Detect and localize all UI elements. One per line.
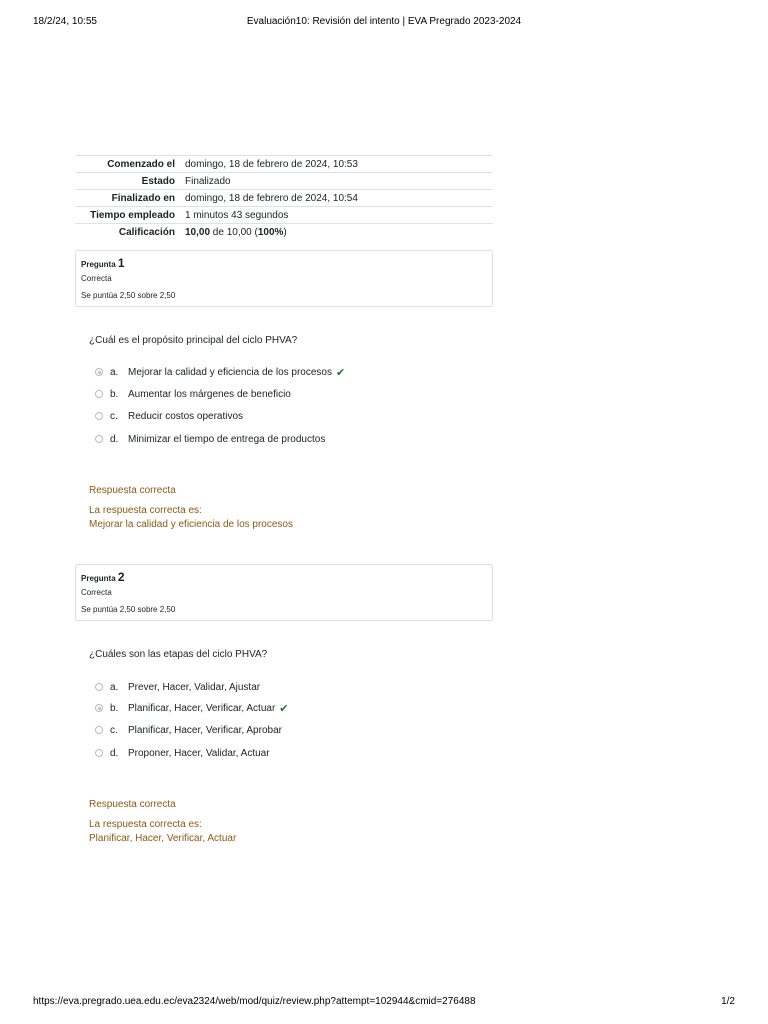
- option-text: Minimizar el tiempo de entrega de productos: [128, 433, 326, 445]
- option-letter: b.: [110, 702, 119, 714]
- feedback-intro: La respuesta correcta es:: [89, 819, 202, 830]
- radio-icon[interactable]: [95, 435, 103, 443]
- radio-icon[interactable]: [95, 412, 103, 420]
- grade-percent: 100%: [257, 226, 284, 238]
- option-letter: a.: [110, 366, 119, 378]
- question-text-2: ¿Cuáles son las etapas del ciclo PHVA?: [89, 649, 268, 660]
- radio-icon[interactable]: [95, 704, 103, 712]
- option-text: Planificar, Hacer, Verificar, Actuar: [128, 702, 276, 714]
- option-letter: b.: [110, 388, 119, 400]
- summary-row-state: [75, 173, 493, 190]
- feedback-intro: La respuesta correcta es:: [89, 505, 202, 516]
- answer-option-2c[interactable]: [95, 723, 282, 737]
- answer-option-1d[interactable]: [95, 432, 325, 446]
- option-letter: d.: [110, 433, 119, 445]
- answer-option-1c[interactable]: [95, 409, 243, 423]
- option-text: Mejorar la calidad y eficiencia de los procesos: [128, 366, 332, 378]
- question-number-value: 1: [117, 256, 125, 270]
- print-title: Evaluación10: Revisión del intento | EVA Pregrado 2023-2024: [246, 16, 522, 27]
- summary-value: [185, 224, 493, 241]
- print-url[interactable]: https://eva.pregrado.uea.edu.ec/eva2324/web/mod/quiz/review.php?attempt=102944&cmid=276488: [33, 996, 476, 1007]
- option-text: Prever, Hacer, Validar, Ajustar: [128, 681, 261, 693]
- question-text-1: ¿Cuál es el propósito principal del ciclo PHVA?: [89, 335, 298, 346]
- radio-icon[interactable]: [95, 368, 103, 376]
- summary-label: Finalizado en: [111, 192, 175, 204]
- grade-close: ): [283, 226, 287, 238]
- answer-option-1b[interactable]: [95, 387, 291, 401]
- radio-icon[interactable]: [95, 749, 103, 757]
- option-text: Proponer, Hacer, Validar, Actuar: [128, 747, 270, 759]
- attempt-summary-table: [75, 155, 493, 240]
- summary-label: Comenzado el: [107, 158, 175, 170]
- summary-row-grade: [75, 224, 493, 241]
- question-info-1: [75, 250, 493, 307]
- print-footer: [33, 996, 735, 1010]
- feedback-status: Respuesta correcta: [89, 799, 176, 810]
- summary-label: Calificación: [118, 226, 175, 238]
- answer-option-2a[interactable]: [95, 680, 260, 694]
- grade-rest: de 10,00 (: [210, 226, 258, 238]
- feedback-answer: Mejorar la calidad y eficiencia de los procesos: [89, 519, 293, 530]
- feedback-2: [89, 798, 236, 846]
- option-letter: d.: [110, 747, 119, 759]
- question-grade: Se puntúa 2,50 sobre 2,50: [81, 605, 176, 614]
- summary-value: domingo, 18 de febrero de 2024, 10:54: [185, 192, 358, 204]
- option-letter: a.: [110, 681, 119, 693]
- answer-option-1a[interactable]: [95, 365, 345, 379]
- check-icon: ✔: [279, 702, 289, 715]
- summary-label: Tiempo empleado: [90, 209, 175, 221]
- option-letter: c.: [110, 410, 118, 422]
- feedback-answer: Planificar, Hacer, Verificar, Actuar: [89, 833, 237, 844]
- question-number: [81, 570, 125, 584]
- question-label: Pregunta: [81, 260, 118, 269]
- answer-option-2d[interactable]: [95, 746, 270, 760]
- option-text: Planificar, Hacer, Verificar, Aprobar: [128, 724, 282, 736]
- summary-row-started: [75, 156, 493, 173]
- question-state: Correcta: [81, 274, 112, 283]
- summary-row-finished: [75, 190, 493, 207]
- question-grade: Se puntúa 2,50 sobre 2,50: [81, 291, 176, 300]
- question-number: [81, 256, 125, 270]
- answer-option-2b[interactable]: [95, 701, 289, 715]
- question-label: Pregunta: [81, 574, 118, 583]
- print-header: [33, 16, 735, 30]
- option-text: Aumentar los márgenes de beneficio: [128, 388, 291, 400]
- page-number: 1/2: [721, 996, 735, 1007]
- radio-icon[interactable]: [95, 390, 103, 398]
- print-datetime: 18/2/24, 10:55: [33, 16, 97, 27]
- radio-icon[interactable]: [95, 726, 103, 734]
- check-icon: ✔: [336, 366, 346, 379]
- option-letter: c.: [110, 724, 118, 736]
- question-state: Correcta: [81, 588, 112, 597]
- option-text: Reducir costos operativos: [128, 410, 244, 422]
- summary-value: domingo, 18 de febrero de 2024, 10:53: [185, 158, 358, 170]
- summary-label: Estado: [141, 175, 175, 187]
- grade-score: 10,00: [185, 226, 211, 238]
- summary-value: 1 minutos 43 segundos: [185, 209, 289, 221]
- summary-row-time: [75, 207, 493, 224]
- feedback-1: [89, 484, 293, 532]
- radio-icon[interactable]: [95, 683, 103, 691]
- question-number-value: 2: [117, 570, 125, 584]
- feedback-status: Respuesta correcta: [89, 485, 176, 496]
- summary-value: Finalizado: [185, 175, 231, 187]
- question-info-2: [75, 564, 493, 621]
